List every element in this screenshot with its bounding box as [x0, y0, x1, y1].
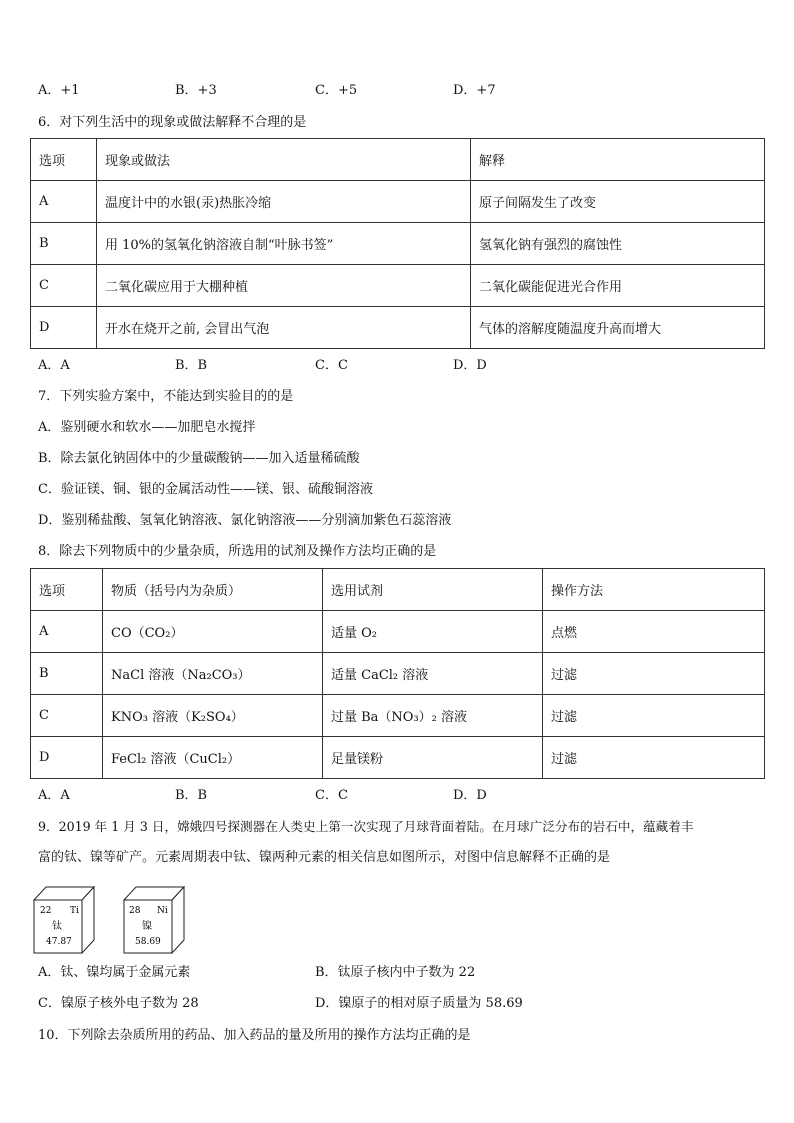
q5-option-c: C．+5 — [315, 83, 358, 98]
q8-header-row — [31, 569, 765, 611]
q8-option-c: C．C — [315, 788, 348, 803]
q8-cell: FeCl₂ 溶液（CuCl₂） — [103, 737, 323, 779]
q8-cell: D — [31, 737, 103, 779]
q9-choice-b: B．钛原子核内中子数为 22 — [315, 965, 476, 980]
q6-header-phenomenon: 现象或做法 — [97, 139, 471, 181]
ti-atomic-number: 22 — [40, 906, 52, 916]
q6-cell: 二氧化碳能促进光合作用 — [471, 265, 765, 307]
q9-stem-line2: 富的钛、镍等矿产。元素周期表中钛、镍两种元素的相关信息如图所示，对图中信息解释不正确的是 — [38, 850, 611, 865]
q10-stem: 10．下列除去杂质所用的药品、加入药品的量及所用的操作方法均正确的是 — [38, 1028, 471, 1043]
table-row — [31, 653, 765, 695]
q6-cell: 开水在烧开之前, 会冒出气泡 — [97, 307, 471, 349]
ni-atomic-number: 28 — [129, 906, 141, 916]
q8-cell: 足量镁粉 — [323, 737, 543, 779]
q6-cell: C — [31, 265, 97, 307]
ni-atomic-mass: 58.69 — [135, 937, 161, 947]
q6-cell: A — [31, 181, 97, 223]
q8-cell: A — [31, 611, 103, 653]
q8-table — [30, 568, 765, 779]
q8-cell: KNO₃ 溶液（K₂SO₄） — [103, 695, 323, 737]
q5-option-b: B．+3 — [175, 83, 217, 98]
q8-header-option: 选项 — [31, 569, 103, 611]
table-row — [31, 307, 765, 349]
q6-options — [38, 357, 678, 375]
q6-header-explanation: 解释 — [471, 139, 765, 181]
table-row — [31, 737, 765, 779]
q8-cell: 点燃 — [543, 611, 765, 653]
q6-table — [30, 138, 765, 349]
q6-cell: 气体的溶解度随温度升高而增大 — [471, 307, 765, 349]
q8-header-substance: 物质（括号内为杂质） — [103, 569, 323, 611]
q8-cell: 适量 CaCl₂ 溶液 — [323, 653, 543, 695]
q6-cell: B — [31, 223, 97, 265]
element-card-nickel — [124, 887, 184, 953]
q8-cell: 适量 O₂ — [323, 611, 543, 653]
q5-options — [38, 82, 678, 100]
ni-symbol: Ni — [157, 906, 168, 916]
ni-name: 镍 — [142, 921, 152, 932]
q7-choice-b: B．除去氯化钠固体中的少量碳酸钠——加入适量稀硫酸 — [38, 451, 360, 466]
q9-stem-line1: 9．2019 年 1 月 3 日，嫦娥四号探测器在人类史上第一次实现了月球背面着陆。在月球广泛分布的岩石中，蕴藏着丰 — [38, 819, 694, 834]
q6-option-c: C．C — [315, 358, 348, 373]
ti-name: 钛 — [52, 921, 62, 932]
q8-stem: 8．除去下列物质中的少量杂质，所选用的试剂及操作方法均正确的是 — [38, 544, 437, 559]
q8-cell: 过滤 — [543, 653, 765, 695]
q6-header-row — [31, 139, 765, 181]
q6-option-b: B．B — [175, 358, 208, 373]
q6-stem: 6．对下列生活中的现象或做法解释不合理的是 — [38, 115, 307, 130]
q7-stem: 7．下列实验方案中，不能达到实验目的的是 — [38, 389, 294, 404]
table-row — [31, 265, 765, 307]
table-row — [31, 695, 765, 737]
q5-option-a: A．+1 — [38, 83, 80, 98]
q6-cell: 原子间隔发生了改变 — [471, 181, 765, 223]
element-card-titanium — [34, 887, 94, 953]
q8-option-b: B．B — [175, 788, 208, 803]
ti-symbol: Ti — [70, 906, 79, 916]
q8-cell: C — [31, 695, 103, 737]
q8-cell: 过滤 — [543, 695, 765, 737]
q6-cell: 用 10%的氢氧化钠溶液自制“叶脉书签” — [97, 223, 471, 265]
ti-atomic-mass: 47.87 — [46, 937, 72, 947]
q8-options — [38, 787, 678, 805]
q7-choice-c: C．验证镁、铜、银的金属活动性——镁、银、硫酸铜溶液 — [38, 482, 373, 497]
table-row — [31, 611, 765, 653]
q7-choice-d: D．鉴别稀盐酸、氢氧化钠溶液、氯化钠溶液——分别滴加紫色石蕊溶液 — [38, 513, 452, 528]
q8-header-method: 操作方法 — [543, 569, 765, 611]
q8-header-reagent: 选用试剂 — [323, 569, 543, 611]
q9-choice-a: A．钛、镍均属于金属元素 — [38, 965, 191, 980]
table-row — [31, 223, 765, 265]
q6-option-a: A．A — [38, 358, 70, 373]
q8-cell: B — [31, 653, 103, 695]
q6-cell: 温度计中的水银(汞)热胀冷缩 — [97, 181, 471, 223]
q8-cell: NaCl 溶液（Na₂CO₃） — [103, 653, 323, 695]
q6-header-option: 选项 — [31, 139, 97, 181]
table-row — [31, 181, 765, 223]
q5-option-d: D．+7 — [453, 83, 496, 98]
q8-option-a: A．A — [38, 788, 70, 803]
q7-choice-a: A．鉴别硬水和软水——加肥皂水搅拌 — [38, 420, 256, 435]
q6-cell: 二氧化碳应用于大棚种植 — [97, 265, 471, 307]
q8-cell: 过滤 — [543, 737, 765, 779]
q9-choice-c: C．镍原子核外电子数为 28 — [38, 996, 199, 1011]
q6-option-d: D．D — [453, 358, 487, 373]
q6-cell: D — [31, 307, 97, 349]
q8-option-d: D．D — [453, 788, 487, 803]
q8-cell: 过量 Ba（NO₃）₂ 溶液 — [323, 695, 543, 737]
q9-choice-d: D．镍原子的相对原子质量为 58.69 — [315, 996, 523, 1011]
element-cards-figure — [32, 884, 202, 954]
q6-cell: 氢氧化钠有强烈的腐蚀性 — [471, 223, 765, 265]
q8-cell: CO（CO₂） — [103, 611, 323, 653]
